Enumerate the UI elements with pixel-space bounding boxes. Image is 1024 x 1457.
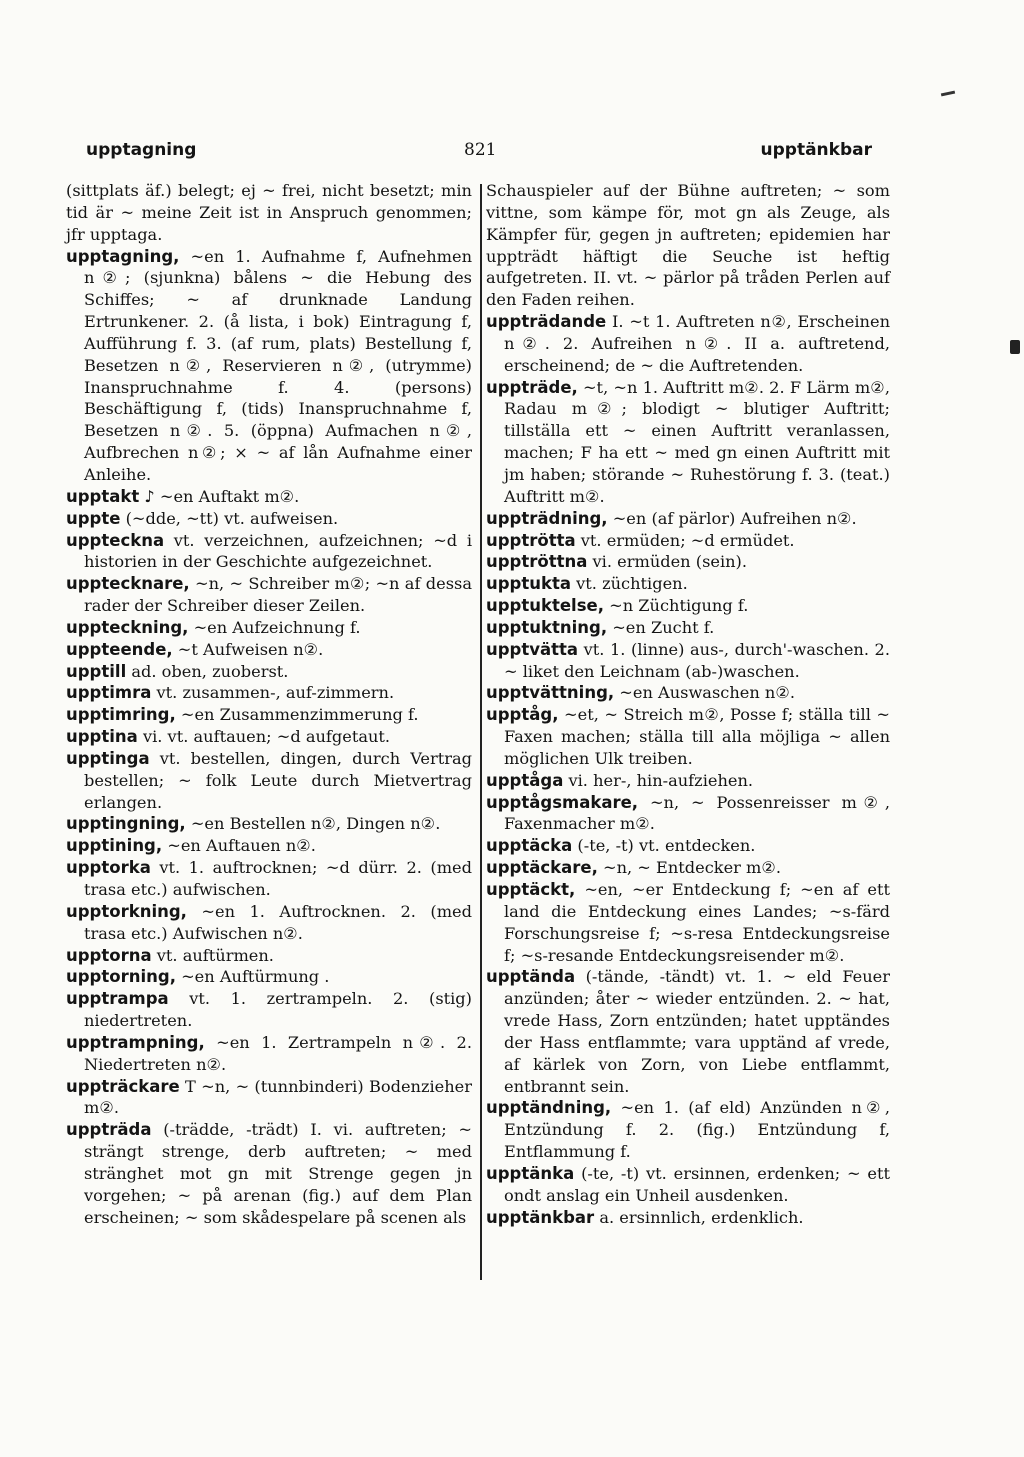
entry-text: ad. oben, zuoberst. (126, 661, 289, 681)
scan-speck (1010, 340, 1020, 354)
dictionary-entry (486, 966, 890, 1097)
running-header (86, 140, 872, 170)
entry-text: (-trädde, -trädt) I. vi. auftreten; ~ strängt strenge, derb auftreten; ~ med stränghet mot gn mit Strenge gegen jn vorgehen; ~ på arenan (fig.) auf dem Plan erscheinen; ~ som skådespelare på scenen als (84, 1120, 472, 1227)
entry-text: T ~n, ~ (tunnbinderi) Bodenzieher m②. (84, 1076, 472, 1118)
dictionary-entry (66, 246, 472, 486)
dictionary-entry (66, 813, 472, 835)
entry-text: ♪ ~en Auftakt m②. (139, 486, 300, 506)
entry-headword: upptäckare, (486, 858, 598, 878)
entry-headword: upptill (66, 661, 127, 681)
dictionary-entry (486, 311, 890, 377)
entry-text: vt. ermüden; ~d ermüdet. (575, 530, 795, 550)
entry-headword: uppträdande (486, 312, 607, 332)
entry-headword: upptorning, (66, 967, 176, 987)
dictionary-entry (66, 945, 472, 967)
dictionary-entry (66, 726, 472, 748)
dictionary-entry (66, 486, 472, 508)
dictionary-entry (486, 180, 890, 311)
dictionary-entry (66, 1076, 472, 1120)
entry-headword: upptänkbar (486, 1207, 595, 1227)
entry-text: ~n, ~ Possenreisser m②, Faxenmacher m②. (504, 792, 890, 834)
dictionary-entry (486, 595, 890, 617)
entry-text: vi. ermüden (sein). (587, 552, 748, 572)
dictionary-entry (486, 639, 890, 683)
dictionary-entry (486, 573, 890, 595)
entry-text: (-te, -t) vt. entdecken. (572, 836, 756, 856)
entry-headword: uppträdning, (486, 508, 608, 528)
entry-headword: upptrampa (66, 989, 169, 1009)
entry-headword: upptining, (66, 836, 163, 856)
entry-headword: upptvätta (486, 639, 579, 659)
entry-text: ~en, ~er Entdeckung f; ~en af ett land die Entdeckung eines Landes; ~s-färd Forschungsreise f; ~s-resa Entdeckungsreise f; ~s-resande Entdeckungsreisender m②. (504, 880, 890, 965)
entry-text: ~n, ~ Schreiber m②; ~n af dessa rader der Schreiber dieser Zeilen. (84, 574, 472, 616)
entry-text: vt. auftürmen. (151, 945, 274, 965)
entry-text: ~en 1. Auftrocknen. 2. (med trasa etc.) Aufwischen n②. (84, 901, 472, 943)
entry-text: vt. verzeichnen, aufzeichnen; ~d i historien in der Geschichte aufgezeichnet. (84, 530, 472, 572)
entry-headword: upptecknare, (66, 574, 190, 594)
entry-headword: upptorna (66, 945, 152, 965)
entry-headword: uppteckning, (66, 617, 189, 637)
entry-text: ~en Zucht f. (607, 617, 715, 637)
page-number: 821 (464, 140, 497, 160)
dictionary-entry (66, 573, 472, 617)
entry-headword: upptrampning, (66, 1032, 205, 1052)
dictionary-entry (486, 508, 890, 530)
entry-headword: upptukta (486, 574, 571, 594)
entry-headword: upptröttna (486, 552, 588, 572)
entry-text: vt. züchtigen. (571, 574, 688, 594)
dictionary-entry (486, 530, 890, 552)
scan-speck (941, 91, 955, 97)
entry-text: ~en Auftauen n②. (162, 836, 316, 856)
entry-headword: uppteckna (66, 530, 165, 550)
entry-headword: upptorka (66, 858, 151, 878)
entry-headword: upptuktning, (486, 617, 608, 637)
dictionary-entry (486, 857, 890, 879)
entry-headword: upptända (486, 967, 576, 987)
entry-headword: upptagning, (66, 246, 180, 266)
dictionary-entry (486, 704, 890, 770)
entry-headword: upptakt (66, 486, 140, 506)
entry-text: ~en (af pärlor) Aufreihen n②. (607, 508, 857, 528)
entry-text: ~t Aufweisen n②. (172, 639, 324, 659)
entry-headword: upptåg, (486, 705, 559, 725)
dictionary-entry (66, 661, 472, 683)
entry-text: vt. 1. (linne) aus-, durch'-waschen. 2. ~ liket den Leichnam (ab-)waschen. (504, 639, 890, 681)
entry-headword: upptågsmakare, (486, 792, 639, 812)
left-column (66, 180, 472, 1229)
entry-text: (~dde, ~tt) vt. aufweisen. (120, 508, 339, 528)
dictionary-entry (486, 879, 890, 966)
entry-text: ~n, ~ Entdecker m②. (597, 858, 782, 878)
entry-text: ~en Auswaschen n②. (614, 683, 795, 703)
dictionary-entry (486, 1097, 890, 1163)
dictionary-entry (486, 1207, 890, 1229)
entry-headword: uppteende, (66, 639, 173, 659)
dictionary-entry (66, 180, 472, 246)
dictionary-entry (66, 704, 472, 726)
entry-text: ~t, ~n 1. Auftritt m②. 2. F Lärm m②, Radau m②; blodigt ~ blutiger Auftritt; tillställa ett ~ einen Auftritt veranlassen, machen; F ha ett ~ med gn einen Auftritt mit jm haben; störande ~ Ruhestörung f. 3. (teat.) Auftritt m②. (504, 377, 890, 506)
entry-text: a. ersinnlich, erdenklich. (594, 1207, 804, 1227)
entry-text: ~en Zusammenzimmerung f. (175, 705, 419, 725)
dictionary-entry (66, 966, 472, 988)
entry-headword: upptvättning, (486, 683, 615, 703)
header-left-guideword: upptagning (86, 140, 197, 160)
entry-headword: upptinga (66, 748, 150, 768)
dictionary-entry (486, 682, 890, 704)
entry-text: vi. her-, hin-aufziehen. (563, 770, 754, 790)
entry-headword: upptäckt, (486, 880, 576, 899)
entry-text: Schauspieler auf der Bühne auftreten; ~ som vittne, som kämpe för, mot gn als Zeuge, als Kämpfer für, gegen jn auftreten; epidemien har uppträdt häftigt die Seuche ist heftig aufgetreten. II. vt. ~ pärlor på tråden Perlen auf den Faden reihen. (486, 181, 890, 310)
entry-headword: uppträckare (66, 1076, 180, 1096)
entry-headword: uppträde, (486, 377, 578, 397)
dictionary-entry (66, 1119, 472, 1228)
entry-text: vi. vt. auftauen; ~d aufgetaut. (137, 727, 391, 747)
dictionary-entry (66, 748, 472, 814)
entry-headword: upptorkning, (66, 901, 187, 921)
dictionary-entry (486, 1163, 890, 1207)
dictionary-entry (66, 682, 472, 704)
entry-headword: upptuktelse, (486, 596, 604, 616)
entry-text: vt. zusammen-, auf-zimmern. (151, 683, 395, 703)
dictionary-entry (66, 857, 472, 901)
entry-headword: upptänka (486, 1163, 575, 1183)
dictionary-entry (66, 988, 472, 1032)
dictionary-entry (66, 835, 472, 857)
entry-headword: uppte (66, 508, 121, 528)
entry-text: vt. 1. auftrocknen; ~d dürr. 2. (med trasa etc.) aufwischen. (84, 858, 472, 899)
entry-text: ~en 1. (af eld) Anzünden n②, Entzündung f. 2. (fig.) Entzündung f, Entflammung f. (504, 1098, 890, 1162)
entry-text: (sittplats äf.) belegt; ej ~ frei, nicht besetzt; min tid är ~ meine Zeit ist in Anspruch genommen; jfr upptaga. (66, 181, 472, 244)
dictionary-entry (66, 530, 472, 574)
entry-text: ~en Auftürmung . (175, 967, 330, 987)
entry-text: ~en 1. Zertrampeln n②. 2. Niedertreten n②. (84, 1032, 472, 1074)
dictionary-entry (486, 835, 890, 857)
entry-headword: upptrötta (486, 530, 576, 550)
entry-headword: upptäcka (486, 836, 573, 856)
entry-text: vt. bestellen, dingen, durch Vertrag bestellen; ~ folk Leute durch Mietvertrag erlangen. (84, 748, 472, 812)
entry-headword: upptåga (486, 770, 564, 790)
entry-text: I. ~t 1. Auftreten n②, Erscheinen n②. 2. Aufreihen n②. II a. auftretend, erscheinend; de ~ die Auftretenden. (504, 312, 890, 375)
dictionary-entry (486, 792, 890, 836)
dictionary-entry (66, 1032, 472, 1076)
dictionary-entry (66, 901, 472, 945)
right-column (486, 180, 890, 1229)
entry-headword: upptimra (66, 683, 152, 703)
dictionary-entry (66, 508, 472, 530)
entry-text: ~et, ~ Streich m②, Posse f; ställa till ~ Faxen machen; ställa till alla möjliga ~ allen möglichen Ulk treiben. (504, 705, 890, 768)
dictionary-entry (66, 639, 472, 661)
entry-text: (-te, -t) vt. ersinnen, erdenken; ~ ett ondt anslag ein Unheil ausdenken. (504, 1163, 890, 1205)
dictionary-entry (486, 377, 890, 508)
entry-headword: upptina (66, 727, 138, 747)
entry-text: ~en Bestellen n②, Dingen n②. (185, 814, 441, 834)
entry-headword: upptändning, (486, 1098, 612, 1118)
entry-text: ~en Aufzeichnung f. (188, 617, 361, 637)
dictionary-entry (486, 770, 890, 792)
dictionary-entry (486, 617, 890, 639)
entry-headword: uppträda (66, 1120, 152, 1140)
header-right-guideword: upptänkbar (760, 140, 872, 160)
entry-text: ~en 1. Aufnahme f, Aufnehmen n②; (sjunkna) bålens ~ die Hebung des Schiffes; ~ af drunknade Landung Ertrunkener. 2. (å lista, i bok) Eintragung f, Aufführung f. 3. (af rum, plats) Bestellung f, Besetzen n②, Reservieren n②, (utrymme) Inanspruchnahme f. 4. (persons) Beschäftigung f, (tids) Inanspruchnahme f, Besetzen n②. 5. (öppna) Aufmachen n②, Aufbrechen n②; × ~ af lån Aufnahme einer Anleihe. (84, 246, 472, 484)
entry-text: ~n Züchtigung f. (604, 596, 749, 616)
entry-headword: upptimring, (66, 705, 176, 725)
entry-headword: upptingning, (66, 814, 186, 834)
column-divider (480, 184, 482, 1280)
entry-text: vt. 1. zertrampeln. 2. (stig) niedertreten. (84, 989, 472, 1031)
dictionary-entry (486, 551, 890, 573)
entry-text: (-tände, -tändt) vt. 1. ~ eld Feuer anzünden; åter ~ wieder entzünden. 2. ~ hat, vrede Hass, Zorn entzünden; hatet upptändes der Hass entflammte; vara upptänd af vrede, af kärlek von Zorn, von Liebe entflammt, entbrannt sein. (504, 967, 890, 1096)
dictionary-entry (66, 617, 472, 639)
